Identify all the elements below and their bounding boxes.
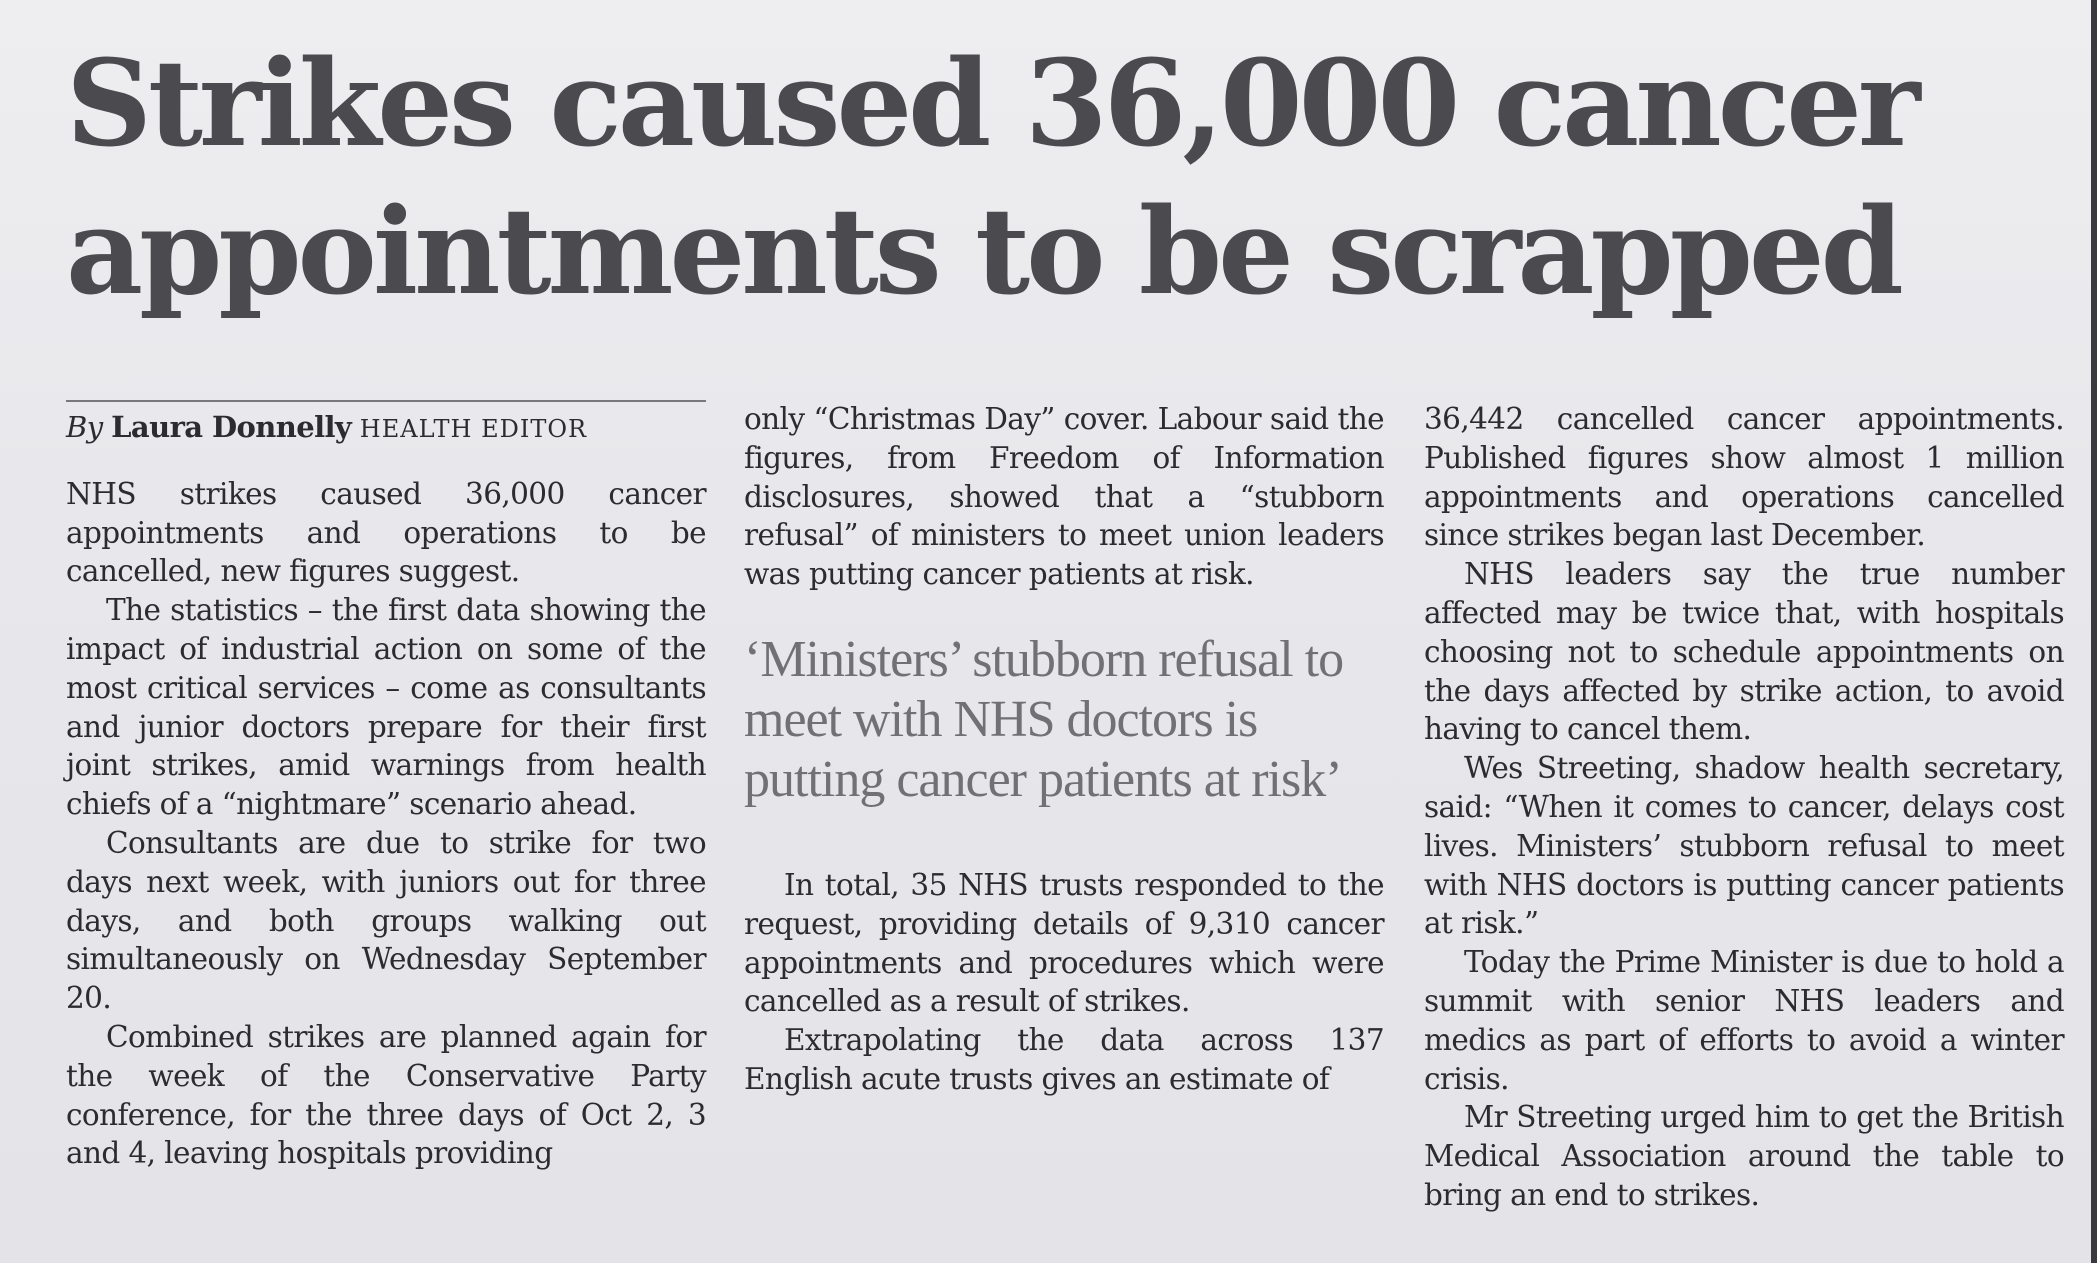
paragraph: Mr Streeting urged him to get the British Medical Association around the table to bring an end to strikes. [1424, 1100, 2064, 1212]
paragraph: Consultants are due to strike for two days next week, with juniors out for three days, and both groups walking out simultaneously on Wednesday September 20. [66, 825, 706, 1016]
paragraph: The statistics – the first data showing the impact of industrial action on some of the most critical services – come as consultants and junior doctors prepare for their first joint strikes, amid warnings from health chiefs of a “nightmare” scenario ahead. [66, 593, 706, 822]
paragraph: Combined strikes are planned again for the week of the Conservative Party conference, for the three days of Oct 2, 3 and 4, leaving hospitals providing [66, 1019, 706, 1171]
article-column-3 [1424, 400, 2064, 1215]
article-column-1 [66, 408, 706, 1173]
paragraph: Today the Prime Minister is due to hold a summit with senior NHS leaders and medics as part of efforts to avoid a winter crisis. [1424, 945, 2064, 1096]
paragraph: In total, 35 NHS trusts responded to the request, providing details of 9,310 cancer appointments and procedures which were cancelled as a result of strikes. [744, 867, 1384, 1019]
paragraph: NHS strikes caused 36,000 cancer appointments and operations to be cancelled, new figures suggest. [66, 476, 706, 589]
paragraph-continuation: 36,442 cancelled cancer appointments. Published figures show almost 1 million appointments and operations cancelled since strikes began last December. [1424, 402, 2064, 553]
paragraph: Wes Streeting, shadow health secretary, said: “When it comes to cancer, delays cost lives. Ministers’ stubborn refusal to meet with NHS doctors is putting cancer patients at risk.” [1424, 751, 2064, 941]
paragraph: Extrapolating the data across 137 English acute trusts gives an estimate of [744, 1023, 1384, 1096]
byline-by: By [66, 410, 103, 444]
headline: Strikes caused 36,000 cancer appointments to be scrapped [66, 34, 1917, 322]
author-name: Laura Donnelly [111, 410, 352, 444]
article-column-2 [744, 400, 1384, 1099]
paragraph-continuation: only “Christmas Day” cover. Labour said the figures, from Freedom of Information disclosures, showed that a “stubborn refusal” of ministers to meet union leaders was putting cancer patients at risk. [744, 402, 1384, 592]
byline-rule [66, 400, 706, 402]
author-role: HEALTH EDITOR [359, 415, 588, 443]
byline [66, 408, 706, 449]
paragraph: NHS leaders say the true number affected may be twice that, with hospitals choosing not to schedule appointments on the days affected by strike action, to avoid having to cancel them. [1424, 557, 2064, 747]
pull-quote: ‘Ministers’ stubborn refusal to meet with NHS doctors is putting cancer patients at risk’ [744, 630, 1344, 808]
